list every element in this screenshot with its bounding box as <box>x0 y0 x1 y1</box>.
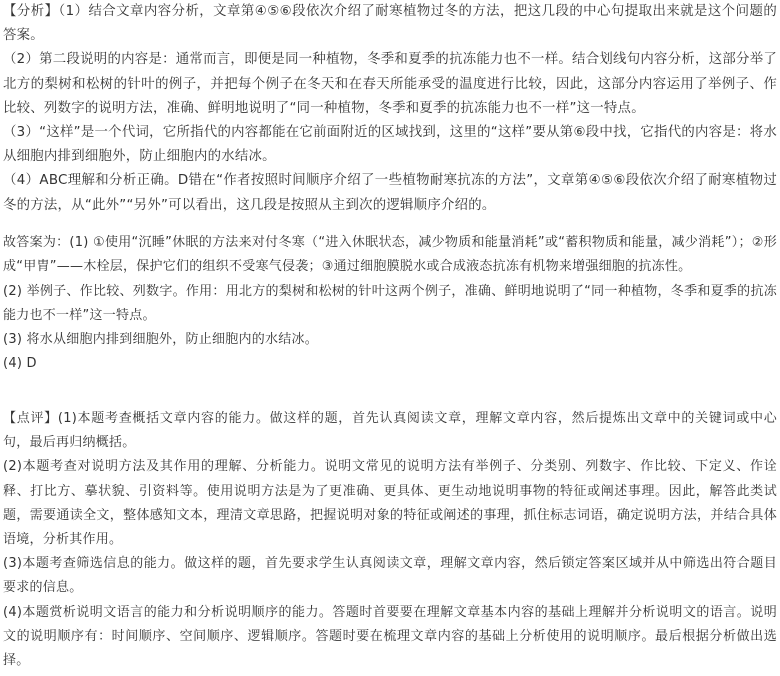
comment-paragraph-3: (3)本题考查筛选信息的能力。做这样的题，首先要求学生认真阅读文章，理解文章内容，然后锁定答案区域并从中筛选出符合题目要求的信息。 <box>3 556 777 596</box>
answer-paragraph-4: (4) D <box>3 356 37 372</box>
answers-section <box>3 231 777 377</box>
comment-paragraph-1: 【点评】(1)本题考查概括文章内容的能力。做这样的题，首先认真阅读文章，理解文章内容，然后提炼出文章中的关键词或中心句，最后再归纳概括。 <box>3 411 777 451</box>
comment-paragraph-2: (2)本题考查对说明方法及其作用的理解、分析能力。说明文常见的说明方法有举例子、分类别、列数字、作比较、下定义、作诠释、打比方、摹状貌、引资料等。使用说明方法是为了更准确、更具体、更生动地说明事物的特征或阐述事理。因此，解答此类试题，需要通读全文，整体感知文本，理清文章思路，把握说明对象的特征或阐述的事理，抓住标志词语，确定说明方法，并结合具体语境，分析其作用。 <box>3 459 777 548</box>
analysis-paragraph-4: （4）ABC理解和分析正确。D错在“作者按照时间顺序介绍了一些植物耐寒抗冻的方法”，文章第④⑤⑥段依次介绍了耐寒植物过冬的方法，从“此外”“另外”可以看出，这几段是按照从主到次的逻辑顺序介绍的。 <box>3 173 777 213</box>
analysis-section <box>3 0 777 218</box>
answer-paragraph-2: (2) 举例子、作比较、列数字。作用：用北方的梨树和松树的针叶这两个例子，准确、鲜明地说明了“同一种植物，冬季和夏季的抗冻能力也不一样”这一特点。 <box>3 283 777 323</box>
analysis-paragraph-1: 【分析】（1）结合文章内容分析，文章第④⑤⑥段依次介绍了耐寒植物过冬的方法，把这几段的中心句提取出来就是这个问题的答案。 <box>3 4 777 44</box>
comment-paragraph-4: (4)本题赏析说明文语言的能力和分析说明顺序的能力。答题时首要要在理解文章基本内容的基础上理解并分析说明文的语言。说明文的说明顺序有：时间顺序、空间顺序、逻辑顺序。答题时要在梳理文章内容的基础上分析使用的说明顺序。最后根据分析做出选择。 <box>3 604 777 669</box>
analysis-paragraph-2: （2）第二段说明的内容是：通常而言，即便是同一种植物，冬季和夏季的抗冻能力也不一样。结合划线句内容分析，这部分举了北方的梨树和松树的针叶的例子，并把每个例子在冬天和在春天所能承受的温度进行比较，因此，这部分内容运用了举例子、作比较、列数字的说明方法，准确、鲜明地说明了“同一种植物，冬季和夏季的抗冻能力也不一样”这一特点。 <box>3 52 777 116</box>
answer-paragraph-1: 故答案为：(1) ①使用“沉睡”休眠的方法来对付冬寒（“进入休眠状态，减少物质和能量消耗”或“蓄积物质和能量，减少消耗”）；②形成“甲胄”——木栓层，保护它们的组织不受寒气侵袭；③通过细胞膜脱水或合成液态抗冻有机物来增强细胞的抗冻性。 <box>3 235 777 275</box>
analysis-paragraph-3: （3）“这样”是一个代词，它所指代的内容都能在它前面附近的区域找到，这里的“这样”要从第⑥段中找，它指代的内容是：将水从细胞内排到细胞外，防止细胞内的水结冰。 <box>3 125 777 165</box>
comment-section <box>3 407 777 673</box>
answer-paragraph-3: (3) 将水从细胞内排到细胞外，防止细胞内的水结冰。 <box>3 332 319 348</box>
